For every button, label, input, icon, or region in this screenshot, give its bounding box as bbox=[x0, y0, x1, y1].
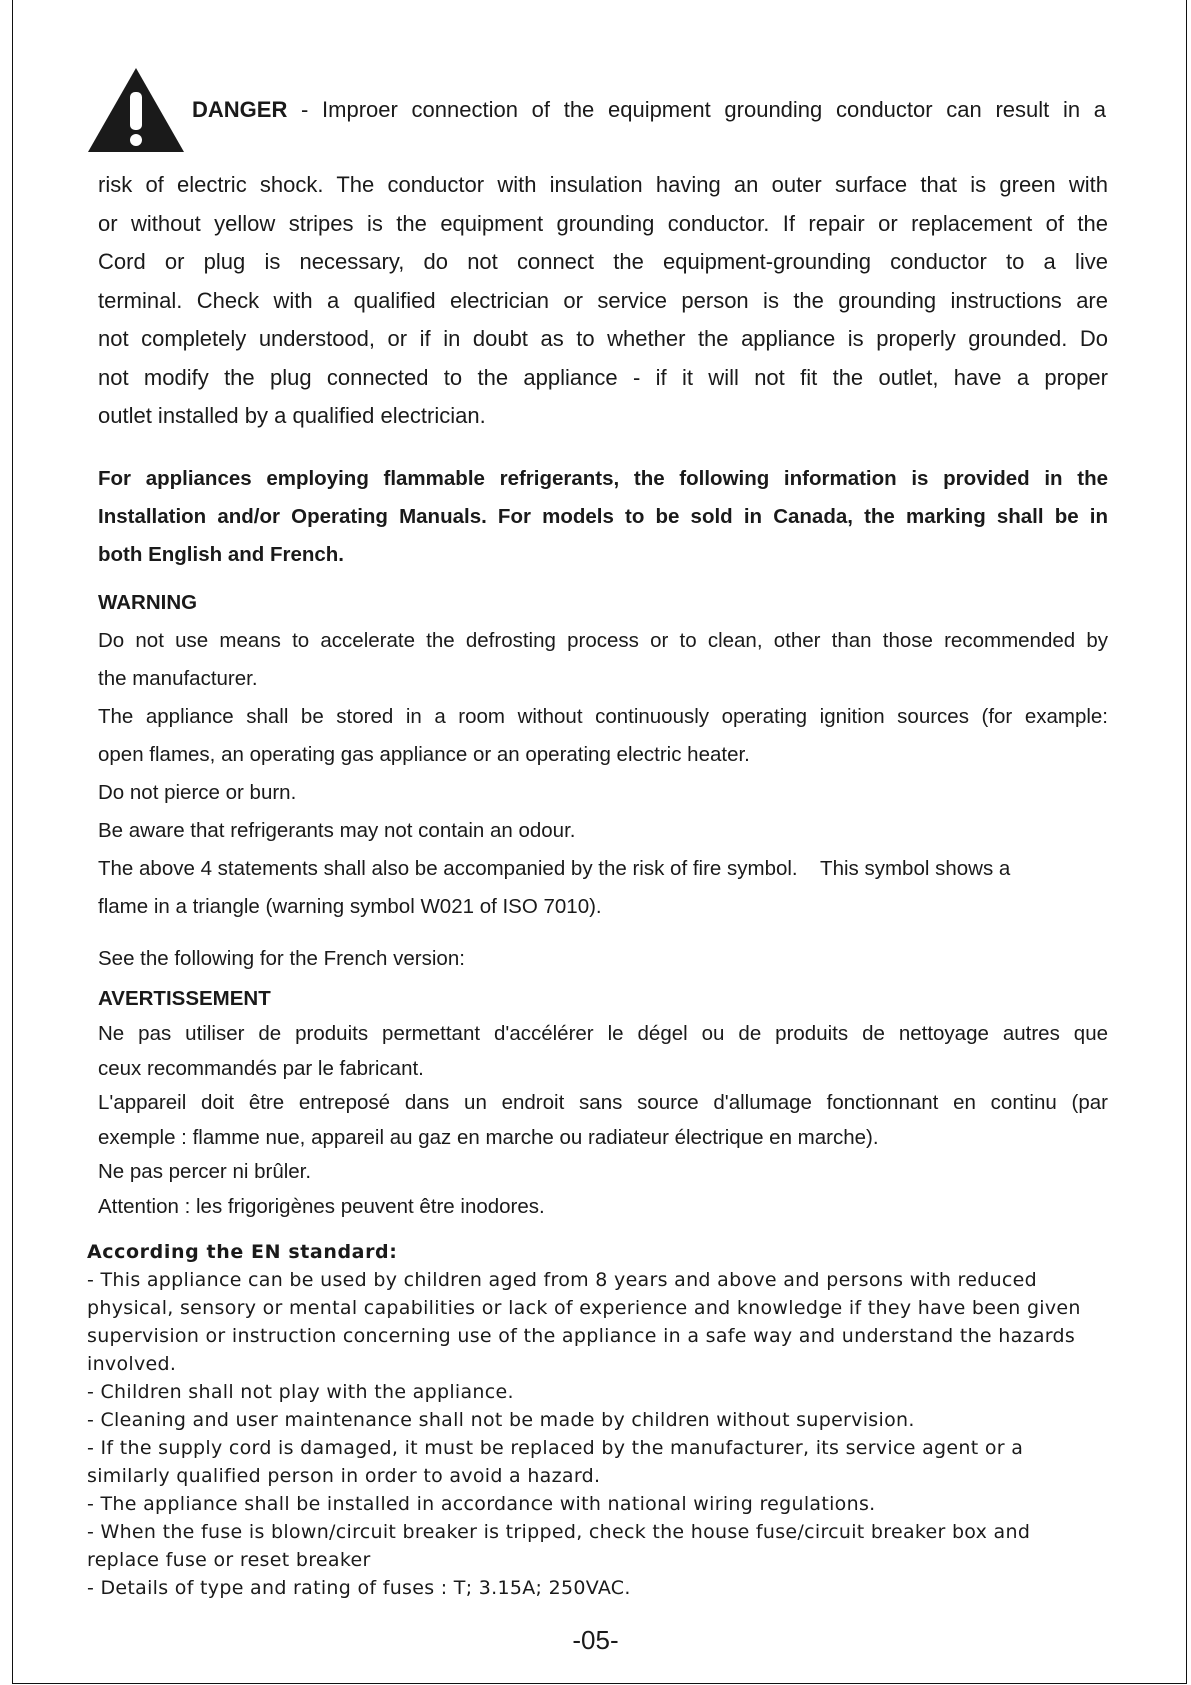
en-line: physical, sensory or mental capabilities or lack of experience and knowledge if they have been given bbox=[87, 1297, 1081, 1319]
french-section bbox=[98, 942, 1108, 1224]
danger-line: not modify the plug connected to the appliance - if it will not fit the outlet, have a proper bbox=[98, 364, 1108, 390]
french-line: ceux recommandés par le fabricant. bbox=[98, 1056, 424, 1080]
warning-section bbox=[98, 584, 1108, 926]
danger-first-line bbox=[192, 92, 1106, 128]
danger-warning-icon bbox=[86, 66, 186, 154]
french-title: AVERTISSEMENT bbox=[98, 987, 271, 1010]
danger-line: outlet installed by a qualified electrician. bbox=[98, 403, 486, 428]
danger-body bbox=[98, 166, 1108, 436]
en-line: - Cleaning and user maintenance shall not be made by children without supervision. bbox=[87, 1409, 915, 1431]
warning-line: The appliance shall be stored in a room without continuously operating ignition sources (for example: bbox=[98, 705, 1108, 728]
french-line: Ne pas percer ni brûler. bbox=[98, 1160, 312, 1183]
warning-line: The above 4 statements shall also be accompanied by the risk of fire symbol. This symbol shows a bbox=[98, 857, 1011, 880]
en-line: - If the supply cord is damaged, it must be replaced by the manufacturer, its service agent or a bbox=[87, 1437, 1024, 1459]
french-intro: See the following for the French version: bbox=[98, 947, 465, 970]
en-line: involved. bbox=[87, 1353, 177, 1375]
en-line: - Details of type and rating of fuses : T; 3.15A; 250VAC. bbox=[87, 1577, 631, 1599]
en-standard-title: According the EN standard: bbox=[87, 1241, 398, 1263]
danger-line: terminal. Check with a qualified electrician or service person is the grounding instructions are bbox=[98, 287, 1108, 313]
warning-line: flame in a triangle (warning symbol W021 of ISO 7010). bbox=[98, 895, 602, 918]
en-line: similarly qualified person in order to avoid a hazard. bbox=[87, 1465, 601, 1487]
en-line: supervision or instruction concerning use of the appliance in a safe way and understand the hazards bbox=[87, 1325, 1076, 1347]
danger-line: Cord or plug is necessary, do not connect the equipment-grounding conductor to a live bbox=[98, 249, 1108, 274]
en-line: replace fuse or reset breaker bbox=[87, 1549, 371, 1571]
warning-line: open flames, an operating gas appliance or an operating electric heater. bbox=[98, 743, 750, 766]
french-line: L'appareil doit être entreposé dans un endroit sans source d'allumage fonctionnant en continu (par bbox=[98, 1091, 1108, 1114]
french-line: Attention : les frigorigènes peuvent être inodores. bbox=[98, 1194, 545, 1218]
en-line: - The appliance shall be installed in accordance with national wiring regulations. bbox=[87, 1493, 876, 1515]
en-line: - Children shall not play with the appliance. bbox=[87, 1381, 514, 1403]
danger-line: not completely understood, or if in doubt as to whether the appliance is properly grounded. Do bbox=[98, 326, 1108, 351]
danger-first-line-text: - Improer connection of the equipment grounding conductor can result in a bbox=[287, 97, 1106, 122]
flammable-notice bbox=[98, 460, 1108, 574]
warning-line: Be aware that refrigerants may not contain an odour. bbox=[98, 819, 576, 842]
page-number: -05- bbox=[572, 1625, 619, 1655]
french-line: Ne pas utiliser de produits permettant d'accélérer le dégel ou de produits de nettoyage autres que bbox=[98, 1022, 1108, 1045]
en-standard-section bbox=[87, 1238, 1117, 1602]
en-line: - When the fuse is blown/circuit breaker is tripped, check the house fuse/circuit breaker box and bbox=[87, 1521, 1031, 1543]
french-line: exemple : flamme nue, appareil au gaz en marche ou radiateur électrique en marche). bbox=[98, 1125, 879, 1149]
danger-label: DANGER bbox=[192, 97, 288, 122]
warning-title: WARNING bbox=[98, 591, 198, 614]
danger-line: or without yellow stripes is the equipment grounding conductor. If repair or replacement of the bbox=[98, 210, 1108, 236]
warning-line: Do not pierce or burn. bbox=[98, 781, 297, 804]
notice-line: Installation and/or Operating Manuals. For models to be sold in Canada, the marking shall be in bbox=[98, 505, 1108, 528]
warning-line: Do not use means to accelerate the defrosting process or to clean, other than those recommended by bbox=[98, 629, 1108, 652]
danger-line: risk of electric shock. The conductor with insulation having an outer surface that is green with bbox=[98, 172, 1108, 197]
en-line: - This appliance can be used by children aged from 8 years and above and persons with reduced bbox=[87, 1269, 1038, 1291]
warning-line: the manufacturer. bbox=[98, 667, 258, 690]
notice-line: For appliances employing flammable refrigerants, the following information is provided in the bbox=[98, 467, 1108, 490]
notice-line: both English and French. bbox=[98, 543, 344, 566]
